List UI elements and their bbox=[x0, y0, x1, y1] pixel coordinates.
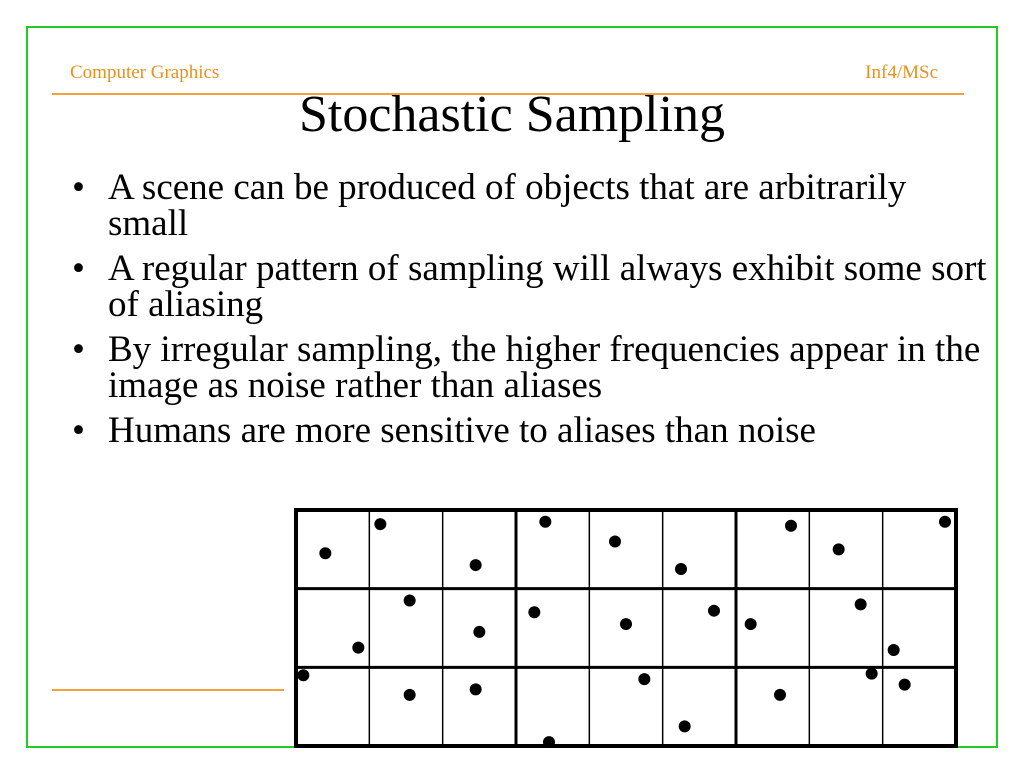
sample-point bbox=[609, 535, 621, 547]
sampling-grid bbox=[290, 506, 962, 750]
sample-point bbox=[939, 516, 951, 528]
sample-point bbox=[855, 598, 867, 610]
header-level: Inf4/MSc bbox=[865, 62, 938, 83]
bullet-item bbox=[70, 410, 990, 451]
sample-point bbox=[833, 543, 845, 555]
sample-point bbox=[888, 644, 900, 656]
sample-point bbox=[404, 594, 416, 606]
sample-point bbox=[899, 679, 911, 691]
sample-point bbox=[319, 547, 331, 559]
sample-point bbox=[539, 516, 551, 528]
sample-point bbox=[528, 606, 540, 618]
sample-point bbox=[866, 668, 878, 680]
sample-point bbox=[785, 520, 797, 532]
bullet-list bbox=[70, 167, 990, 458]
bullet-glyph: • bbox=[72, 329, 85, 370]
bullet-glyph: • bbox=[72, 410, 85, 451]
sample-point bbox=[374, 518, 386, 530]
sample-point bbox=[473, 626, 485, 638]
sample-point bbox=[352, 642, 364, 654]
footer-rule bbox=[52, 689, 284, 691]
sample-point bbox=[675, 563, 687, 575]
sample-point bbox=[470, 559, 482, 571]
bullet-item bbox=[70, 248, 990, 325]
bullet-glyph: • bbox=[72, 167, 85, 208]
header-course: Computer Graphics bbox=[70, 62, 220, 83]
sample-point bbox=[470, 683, 482, 695]
bullet-glyph: • bbox=[72, 248, 85, 289]
bullet-item bbox=[70, 167, 990, 244]
sample-point bbox=[679, 720, 691, 732]
sample-point bbox=[404, 689, 416, 701]
bullet-text: By irregular sampling, the higher frequencies appear in the image as noise rather than aliases bbox=[108, 329, 981, 406]
sample-point bbox=[620, 618, 632, 630]
bullet-text: A regular pattern of sampling will always exhibit some sort of aliasing bbox=[108, 248, 987, 325]
slide-title: Stochastic Sampling bbox=[298, 86, 726, 143]
stochastic-sampling-figure bbox=[290, 506, 962, 750]
sample-point bbox=[708, 605, 720, 617]
sample-point bbox=[638, 673, 650, 685]
bullet-text: Humans are more sensitive to aliases than noise bbox=[108, 410, 816, 451]
sample-point bbox=[774, 689, 786, 701]
sample-point bbox=[543, 736, 555, 748]
sample-point bbox=[297, 669, 309, 681]
bullet-item bbox=[70, 329, 990, 406]
sample-point bbox=[745, 618, 757, 630]
bullet-text: A scene can be produced of objects that are arbitrarily small bbox=[108, 167, 907, 244]
